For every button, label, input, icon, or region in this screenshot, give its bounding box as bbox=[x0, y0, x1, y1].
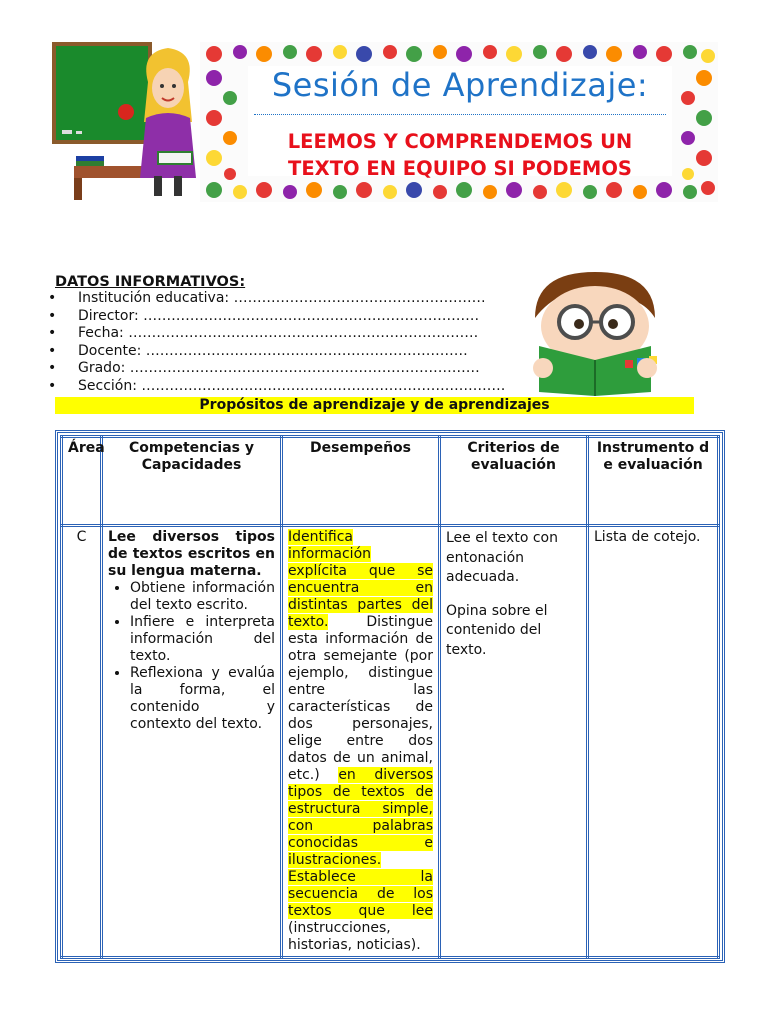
capacidades-list bbox=[108, 580, 275, 733]
datos-item-director: • Director: ……………………………………………………………… bbox=[48, 307, 480, 324]
table-row bbox=[62, 526, 719, 958]
session-subtitle bbox=[248, 128, 672, 182]
datos-item-grado: • Grado: ………………………………………………………………… bbox=[48, 360, 480, 376]
teacher-illustration bbox=[50, 42, 200, 202]
cell-instrumento: Lista de cotejo. bbox=[588, 526, 719, 958]
desempeno-highlight-1: Identifica información explícita que se encuentra en distintas partes del texto. bbox=[288, 529, 433, 630]
purposes-grid bbox=[60, 435, 720, 959]
subtitle-line-2: TEXTO EN EQUIPO SI PODEMOS bbox=[288, 157, 632, 180]
datos-item-seccion: • Sección: …………………………………………………………………… bbox=[48, 377, 506, 394]
header-instrumento: Instrumento de evaluación bbox=[588, 437, 719, 526]
capacidad-item: • Infiere e interpreta información del texto. bbox=[130, 614, 275, 665]
table-header-row bbox=[62, 437, 719, 526]
session-title: Sesión de Aprendizaje: bbox=[271, 66, 649, 104]
cell-desempenos bbox=[282, 526, 440, 958]
cell-criterios bbox=[440, 526, 588, 958]
propositos-heading: Propósitos de aprendizaje y de aprendizajes bbox=[55, 397, 694, 414]
banner-text-area bbox=[248, 66, 672, 180]
datos-item-docente: • Docente: …………………………………………………………… bbox=[48, 342, 468, 359]
header-desempenos: Desempeños bbox=[282, 437, 440, 526]
criterio-item: Opina sobre el contenido del texto. bbox=[446, 602, 548, 658]
datos-informativos-title: DATOS INFORMATIVOS: bbox=[55, 274, 246, 290]
cell-area: C bbox=[62, 526, 102, 958]
learning-purposes-table bbox=[55, 430, 725, 963]
reading-boy-illustration bbox=[505, 268, 695, 396]
datos-informativos-list bbox=[48, 290, 518, 395]
datos-item-fecha: • Fecha: ………………………………………………………………… bbox=[48, 325, 479, 341]
subtitle-line-1: LEEMOS Y COMPRENDEMOS UN bbox=[287, 130, 633, 153]
desempeno-text-2: (instrucciones, historias, noticias). bbox=[288, 920, 421, 953]
desempeno-highlight-2: en diversos tipos de textos de estructura simple, con palabras conocidas e ilustraciones. Establece la secuencia de los textos que lee bbox=[288, 767, 433, 919]
header-area: Área bbox=[62, 437, 102, 526]
criterio-item: Lee el texto con entonación adecuada. bbox=[446, 530, 558, 585]
capacidad-item: • Obtiene información del texto escrito. bbox=[130, 580, 275, 614]
cell-competencias bbox=[102, 526, 282, 958]
header-competencias: Competencias y Capacidades bbox=[102, 437, 282, 526]
title-banner bbox=[200, 42, 718, 202]
header-criterios: Criterios de evaluación bbox=[440, 437, 588, 526]
datos-item-institucion: • Institución educativa: ……………………………………………… bbox=[48, 290, 486, 306]
desempeno-text-1: Distingue esta información de otra semejante (por ejemplo, distingue entre las características de dos personajes, elige entre dos datos de un animal, etc.) bbox=[288, 614, 433, 783]
capacidad-item: • Reflexiona y evalúa la forma, el contenido y contexto del texto. bbox=[130, 665, 275, 733]
title-underline bbox=[254, 114, 666, 115]
competencia-title: Lee diversos tipos de textos escritos en su lengua materna. bbox=[108, 529, 275, 579]
